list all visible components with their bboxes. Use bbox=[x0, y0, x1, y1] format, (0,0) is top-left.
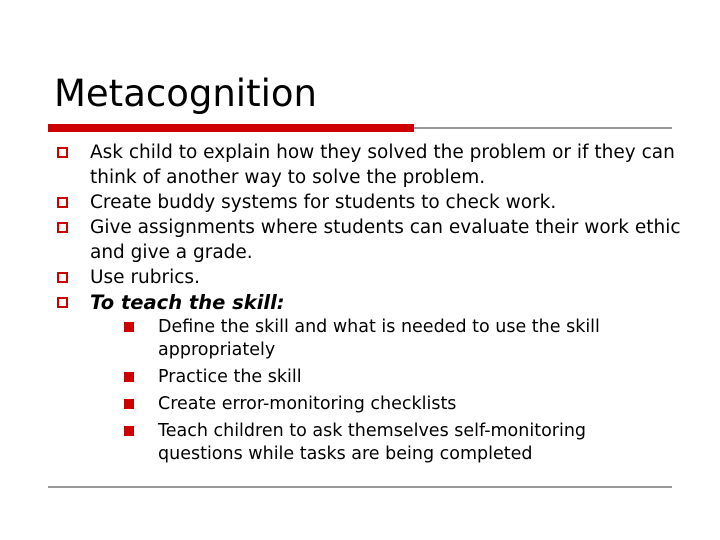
sub-bullet-item bbox=[124, 420, 654, 466]
hollow-square-bullet-icon bbox=[57, 222, 68, 233]
bullet-list bbox=[54, 140, 684, 470]
footer-rule bbox=[48, 486, 672, 488]
filled-square-bullet-icon bbox=[124, 322, 134, 332]
sub-bullet-list bbox=[90, 316, 654, 466]
sub-bullet-text: Define the skill and what is needed to use the skill appropriately bbox=[158, 317, 600, 360]
hollow-square-bullet-icon bbox=[57, 147, 68, 158]
bullet-item bbox=[54, 215, 684, 265]
hollow-square-bullet-icon bbox=[57, 197, 68, 208]
title-underline-rule bbox=[414, 127, 672, 129]
sub-bullet-item bbox=[124, 316, 654, 362]
filled-square-bullet-icon bbox=[124, 399, 134, 409]
sub-bullet-item bbox=[124, 393, 654, 416]
bullet-item bbox=[54, 265, 684, 290]
bullet-item bbox=[54, 140, 684, 190]
emphasis-bullet-item bbox=[54, 290, 684, 466]
sub-bullet-text: Create error-monitoring checklists bbox=[158, 394, 457, 414]
hollow-square-bullet-icon bbox=[57, 297, 68, 308]
filled-square-bullet-icon bbox=[124, 426, 134, 436]
sub-bullet-item bbox=[124, 366, 654, 389]
emphasis-bullet-text: To teach the skill: bbox=[90, 291, 285, 314]
bullet-text: Give assignments where students can evaluate their work ethic and give a grade. bbox=[90, 217, 681, 263]
slide-title: Metacognition bbox=[54, 72, 317, 115]
sub-bullet-text: Practice the skill bbox=[158, 367, 302, 387]
bullet-text: Create buddy systems for students to check work. bbox=[90, 192, 557, 213]
bullet-text: Use rubrics. bbox=[90, 267, 200, 288]
hollow-square-bullet-icon bbox=[57, 272, 68, 283]
bullet-text: Ask child to explain how they solved the problem or if they can think of another way to solve the problem. bbox=[90, 142, 675, 188]
bullet-item bbox=[54, 190, 684, 215]
title-underline-accent bbox=[48, 124, 414, 132]
sub-bullet-text: Teach children to ask themselves self-monitoring questions while tasks are being completed bbox=[158, 421, 587, 464]
filled-square-bullet-icon bbox=[124, 372, 134, 382]
